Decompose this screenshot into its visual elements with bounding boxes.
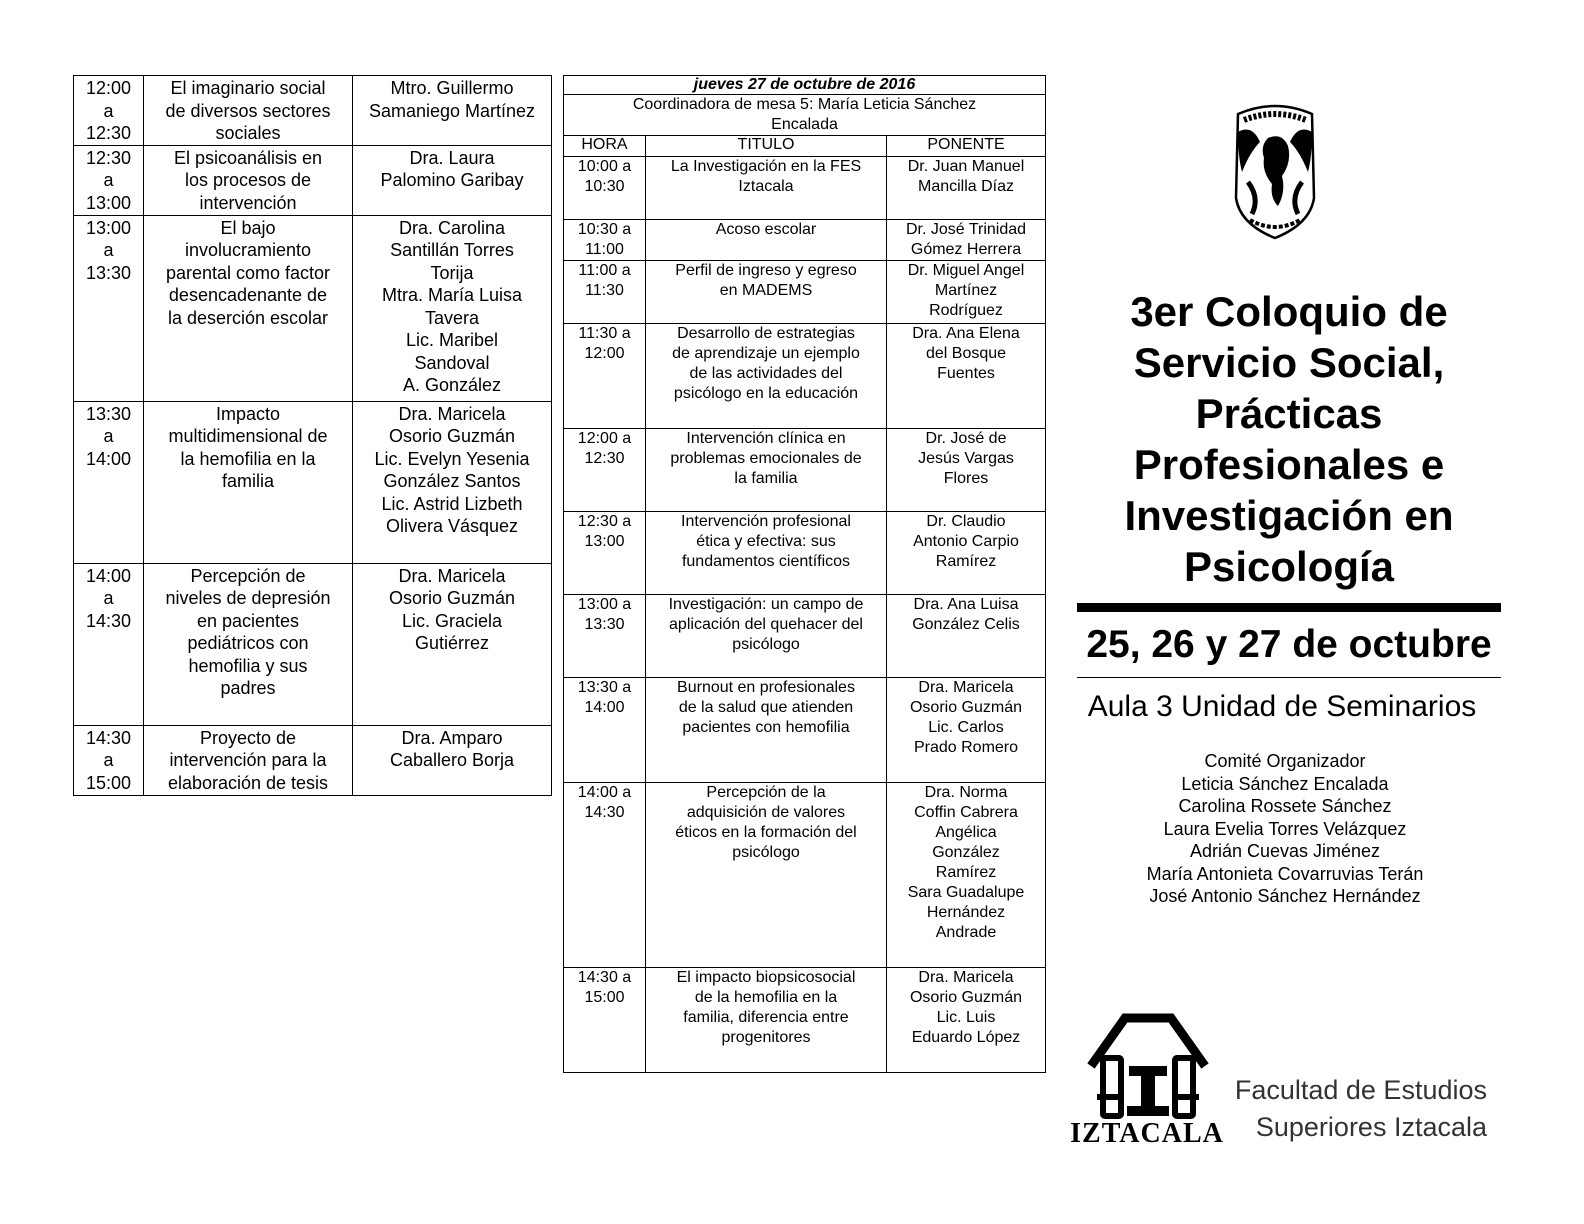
cell-line: en MADEMS: [719, 282, 813, 299]
cell-line: Andrade: [935, 924, 997, 941]
cell-line: 14:00: [584, 699, 625, 716]
cell-line: Impacto: [215, 403, 281, 424]
speaker-cell: [353, 401, 552, 563]
cell-line: pacientes con hemofilia: [682, 719, 850, 736]
table-coordinator: [564, 95, 1046, 136]
cell-line: Sandoval: [414, 352, 490, 373]
speaker-cell: [887, 429, 1046, 512]
cell-line: A. González: [402, 375, 502, 395]
cell-line: Osorio Guzmán: [388, 588, 516, 608]
table-row: [564, 595, 1046, 678]
cell-line: Percepción de la: [706, 784, 826, 801]
speaker-cell: [887, 157, 1046, 220]
cell-line: 14:00 a: [577, 784, 632, 801]
cell-line: 13:00: [584, 533, 625, 550]
cell-line: la hemofilia en la: [180, 448, 316, 469]
cell-line: de las actividades del: [689, 365, 843, 382]
cell-line: Osorio Guzmán: [909, 989, 1023, 1006]
cell-line: a: [103, 240, 114, 260]
time-cell: [74, 145, 144, 215]
cell-line: Acoso escolar: [715, 221, 817, 238]
cell-line: 10:00 a: [577, 158, 632, 175]
cell-line: 12:00: [584, 345, 625, 362]
cell-line: Dr. Claudio: [926, 513, 1006, 530]
time-cell: [564, 429, 646, 512]
table-row: [74, 215, 552, 401]
cell-line: Mancilla Díaz: [917, 178, 1015, 195]
event-dates: 25, 26 y 27 de octubre: [1086, 623, 1492, 666]
cell-line: El psicoanálisis en: [173, 147, 323, 168]
title-cell: [646, 512, 887, 595]
title-line: Profesionales e: [1133, 441, 1445, 488]
cell-line: Desarrollo de estrategias: [677, 325, 855, 342]
speaker-cell: [353, 725, 552, 795]
faculty-line: Facultad de Estudios: [1234, 1075, 1487, 1105]
speaker-cell: [887, 595, 1046, 678]
cell-line: González Santos: [383, 471, 521, 491]
title-cell: [144, 76, 353, 146]
cell-line: 13:00: [85, 192, 132, 213]
cell-line: Iztacala: [738, 178, 794, 195]
cell-line: aplicación del quehacer del: [669, 616, 863, 633]
cell-line: Dra. Norma: [924, 784, 1008, 801]
cover-panel: [1070, 0, 1501, 1224]
cell-line: 14:00: [85, 565, 132, 586]
title-cell: [144, 215, 353, 401]
title-cell: [646, 429, 887, 512]
speaker-cell: [887, 678, 1046, 783]
cell-line: intervención para la: [169, 750, 327, 770]
title-cell: [646, 595, 887, 678]
cell-line: Ramírez: [935, 864, 997, 881]
event-venue: Aula 3 Unidad de Seminarios: [1087, 690, 1477, 723]
cell-line: Hernández: [926, 904, 1006, 921]
cell-line: Rodríguez: [929, 302, 1003, 319]
organizing-committee: [1077, 750, 1493, 908]
cell-line: 13:00 a: [577, 596, 632, 613]
cell-line: González Celis: [912, 616, 1020, 633]
cell-line: Dra. Laura: [409, 147, 495, 168]
table-row: [564, 512, 1046, 595]
cell-line: 11:30: [585, 282, 624, 299]
title-cell: [646, 324, 887, 429]
faculty-name: [1217, 1072, 1487, 1146]
cell-line: del Bosque: [925, 345, 1007, 362]
title-cell: [144, 145, 353, 215]
faculty-line: Superiores Iztacala: [1255, 1112, 1487, 1142]
speaker-cell: [887, 220, 1046, 261]
cell-line: Fuentes: [937, 365, 995, 382]
day-heading: jueves 27 de octubre de 2016: [564, 76, 1046, 95]
cell-line: Lic. Evelyn Yesenia: [374, 448, 530, 469]
cell-line: 14:00: [85, 448, 132, 469]
cell-line: adquisición de valores: [686, 804, 846, 821]
speaker-cell: [353, 76, 552, 146]
cell-line: 15:00: [584, 989, 625, 1006]
column-header-hora: HORA: [564, 136, 646, 157]
cell-line: psicólogo: [732, 636, 800, 653]
cell-line: Dra. Ana Luisa: [913, 596, 1019, 613]
coordinator-line: Coordinadora de mesa 5: María Leticia Sánchez: [632, 96, 977, 113]
cell-line: Lic. Maribel: [405, 330, 499, 350]
title-divider: [1077, 603, 1501, 612]
cell-line: progenitores: [721, 1029, 811, 1046]
cell-line: Dra. Maricela: [398, 403, 506, 424]
title-cell: [646, 261, 887, 324]
cell-line: 12:30 a: [577, 513, 632, 530]
cell-line: Perfil de ingreso y egreso: [675, 262, 857, 279]
cell-line: Intervención clínica en: [686, 430, 846, 447]
cell-line: a: [103, 588, 114, 608]
cell-line: Martínez: [934, 282, 998, 299]
cell-line: Flores: [943, 470, 989, 487]
time-cell: [564, 595, 646, 678]
cell-line: familia, diferencia entre: [683, 1009, 849, 1026]
cell-line: niveles de depresión: [165, 588, 331, 608]
cell-line: 14:30: [584, 804, 625, 821]
title-line: Servicio Social,: [1133, 339, 1445, 386]
speaker-cell: [887, 324, 1046, 429]
cell-line: Osorio Guzmán: [909, 699, 1023, 716]
cell-line: los procesos de: [184, 170, 312, 190]
cell-line: la familia: [734, 470, 798, 487]
speaker-cell: [353, 563, 552, 725]
cell-line: Gutiérrez: [414, 633, 490, 653]
table-row: [564, 157, 1046, 220]
title-cell: [646, 678, 887, 783]
table-row: [564, 220, 1046, 261]
cell-line: Investigación: un campo de: [668, 596, 864, 613]
cell-line: 12:30: [85, 147, 132, 168]
cell-line: Dra. Maricela: [398, 565, 506, 586]
iztacala-logo: [1067, 1010, 1227, 1150]
speaker-cell: [887, 968, 1046, 1073]
title-line: Investigación en: [1124, 492, 1454, 539]
cell-line: Dra. Maricela: [918, 679, 1014, 696]
cell-line: 13:00: [85, 217, 132, 238]
cell-line: psicólogo en la educación: [673, 385, 859, 402]
cell-line: la deserción escolar: [167, 307, 329, 328]
title-cell: [646, 783, 887, 968]
title-line: Psicología: [1183, 543, 1395, 590]
cell-line: de la hemofilia en la: [694, 989, 838, 1006]
cell-line: Dr. José de: [925, 430, 1007, 447]
cell-line: Dra. Amparo: [401, 727, 503, 748]
committee-member: José Antonio Sánchez Hernández: [1149, 886, 1421, 906]
cell-line: Ramírez: [935, 553, 997, 570]
time-cell: [564, 512, 646, 595]
cell-line: Percepción de: [190, 565, 306, 586]
time-cell: [564, 678, 646, 783]
cell-line: El imaginario social: [170, 78, 326, 98]
cell-line: Caballero Borja: [389, 750, 515, 770]
speaker-cell: [353, 145, 552, 215]
cell-line: Samaniego Martínez: [368, 100, 536, 121]
cell-line: desencadenante de: [168, 285, 328, 305]
cell-line: Dr. Juan Manuel: [907, 158, 1025, 175]
cell-line: 11:00 a: [578, 262, 631, 279]
table-row: [74, 563, 552, 725]
cell-line: psicólogo: [732, 844, 800, 861]
cell-line: Lic. Graciela: [401, 610, 503, 631]
title-cell: [144, 401, 353, 563]
cell-line: Lic. Carlos: [928, 719, 1004, 736]
cell-line: González: [932, 844, 1000, 861]
committee-heading: Comité Organizador: [1204, 751, 1366, 771]
cell-line: 14:30: [85, 727, 132, 748]
title-cell: [144, 725, 353, 795]
unam-emblem-icon: [1230, 102, 1320, 240]
cell-line: ética y efectiva: sus: [696, 533, 836, 550]
committee-member: María Antonieta Covarruvias Terán: [1146, 863, 1424, 884]
cell-line: Mtro. Guillermo: [390, 78, 514, 98]
cell-line: Santillán Torres: [390, 240, 514, 260]
table-row: [564, 261, 1046, 324]
time-cell: [564, 157, 646, 220]
cell-line: familia: [221, 471, 274, 491]
cell-line: 12:00 a: [577, 430, 632, 447]
schedule-table-thursday: [563, 75, 1046, 1073]
cell-line: El impacto biopsicosocial: [676, 969, 856, 986]
cell-line: 15:00: [85, 772, 132, 793]
cell-line: 10:30: [584, 178, 625, 195]
cell-line: 10:30 a: [577, 221, 632, 238]
table-row: [74, 401, 552, 563]
cell-line: 14:30: [85, 610, 132, 631]
cell-line: intervención: [199, 192, 297, 213]
cell-line: parental como factor: [165, 262, 331, 283]
table-row: [74, 725, 552, 795]
cell-line: éticos en la formación del: [675, 824, 857, 841]
table-row: [564, 678, 1046, 783]
cell-line: Dra. Ana Elena: [912, 325, 1020, 342]
title-cell: [646, 968, 887, 1073]
committee-member: Adrián Cuevas Jiménez: [1189, 841, 1381, 861]
cell-line: Dra. Carolina: [398, 217, 506, 238]
time-cell: [74, 215, 144, 401]
speaker-cell: [887, 512, 1046, 595]
cell-line: Sara Guadalupe: [907, 884, 1025, 901]
cell-line: Proyecto de: [199, 727, 297, 748]
table-row: [74, 76, 552, 146]
cell-line: fundamentos científicos: [681, 553, 851, 570]
coordinator-line: Encalada: [771, 116, 838, 133]
time-cell: [74, 563, 144, 725]
cell-line: padres: [220, 678, 276, 698]
title-cell: [144, 563, 353, 725]
dates-divider: [1077, 677, 1501, 678]
time-cell: [564, 220, 646, 261]
cell-line: 13:30: [85, 262, 132, 283]
cell-line: 11:30 a: [578, 325, 631, 342]
committee-member: Leticia Sánchez Encalada: [1181, 773, 1389, 794]
cell-line: Lic. Astrid Lizbeth: [381, 493, 523, 514]
cell-line: 12:30: [85, 123, 132, 143]
event-title: [1077, 286, 1501, 592]
cell-line: Gómez Herrera: [910, 241, 1022, 258]
cell-line: 11:00: [585, 241, 624, 258]
table-row: [564, 429, 1046, 512]
table-row: [564, 324, 1046, 429]
cell-line: a: [103, 750, 114, 770]
cell-line: Palomino Garibay: [380, 170, 524, 190]
cell-line: Intervención profesional: [681, 513, 851, 530]
cell-line: Mtra. María Luisa: [381, 285, 523, 305]
committee-member: Laura Evelia Torres Velázquez: [1163, 818, 1407, 839]
title-cell: [646, 157, 887, 220]
cell-line: Tavera: [424, 307, 480, 328]
cell-line: involucramiento: [184, 240, 312, 260]
cell-line: Angélica: [935, 824, 997, 841]
title-line: Prácticas: [1195, 390, 1383, 437]
cell-line: 14:30 a: [577, 969, 632, 986]
time-cell: [564, 968, 646, 1073]
cell-line: Burnout en profesionales: [677, 679, 855, 696]
cell-line: hemofilia y sus: [188, 655, 308, 676]
cell-line: 13:30: [85, 403, 132, 424]
cell-line: Eduardo López: [911, 1029, 1021, 1046]
cell-line: 13:30 a: [577, 679, 632, 696]
time-cell: [564, 783, 646, 968]
cell-line: multidimensional de: [168, 426, 328, 446]
cell-line: de aprendizaje un ejemplo: [672, 345, 860, 362]
cell-line: de diversos sectores: [165, 100, 331, 121]
logo-wordmark: IZTACALA: [1070, 1118, 1224, 1149]
title-line: 3er Coloquio de: [1130, 288, 1448, 335]
cell-line: Olivera Vásquez: [385, 516, 519, 536]
cell-line: sociales: [215, 123, 281, 143]
table-row: [74, 145, 552, 215]
cell-line: en pacientes: [196, 610, 300, 631]
speaker-cell: [887, 261, 1046, 324]
cell-line: 13:30: [584, 616, 625, 633]
speaker-cell: [887, 783, 1046, 968]
column-header-ponente: PONENTE: [887, 136, 1046, 157]
table-row: [564, 783, 1046, 968]
column-header-titulo: TITULO: [646, 136, 887, 157]
cell-line: a: [103, 170, 114, 190]
cell-line: Lic. Luis: [936, 1009, 996, 1026]
cell-line: Coffin Cabrera: [914, 804, 1018, 821]
speaker-cell: [353, 215, 552, 401]
time-cell: [74, 76, 144, 146]
cell-line: Torija: [430, 262, 474, 283]
schedule-table-left: [73, 75, 552, 796]
cell-line: Dra. Maricela: [918, 969, 1014, 986]
cell-line: Dr. José Trinidad: [905, 221, 1027, 238]
cell-line: pediátricos con: [187, 633, 309, 653]
cell-line: La Investigación en la FES: [670, 158, 862, 175]
cell-line: Prado Romero: [913, 739, 1019, 756]
time-cell: [564, 261, 646, 324]
committee-member: Carolina Rossete Sánchez: [1178, 796, 1392, 816]
cell-line: Dr. Miguel Angel: [907, 262, 1025, 279]
time-cell: [74, 725, 144, 795]
cell-line: Jesús Vargas: [918, 450, 1014, 467]
cell-line: elaboración de tesis: [167, 772, 329, 793]
cell-line: a: [103, 100, 114, 121]
cell-line: de la salud que atienden: [678, 699, 854, 716]
cell-line: El bajo: [220, 217, 276, 238]
cell-line: Osorio Guzmán: [388, 426, 516, 446]
cell-line: Antonio Carpio: [913, 533, 1019, 550]
time-cell: [74, 401, 144, 563]
cell-line: a: [103, 426, 114, 446]
table-row: [564, 968, 1046, 1073]
cell-line: problemas emocionales de: [670, 450, 862, 467]
cell-line: 12:00: [85, 78, 132, 98]
cell-line: 12:30: [584, 450, 625, 467]
time-cell: [564, 324, 646, 429]
title-cell: [646, 220, 887, 261]
